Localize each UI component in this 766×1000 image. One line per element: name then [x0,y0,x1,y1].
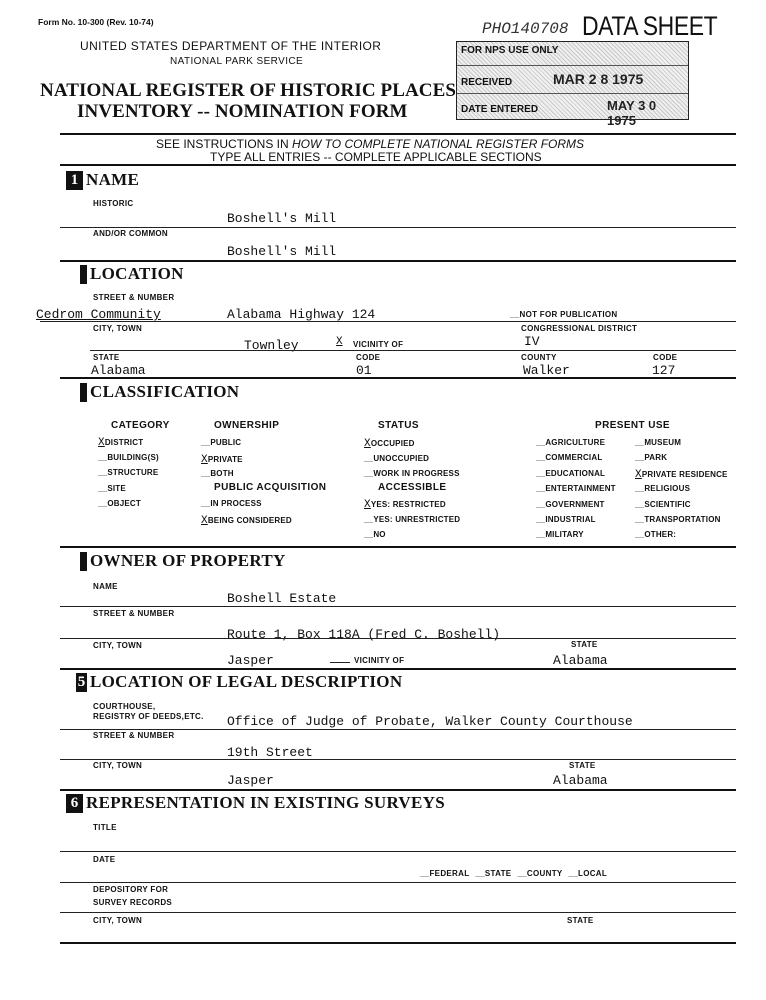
checkbox-mark: __ [536,484,546,494]
rule [60,912,736,913]
county-code-label: CODE [653,353,678,362]
depository-label-2: SURVEY RECORDS [93,898,173,907]
congressional-district-label: CONGRESSIONAL DISTRICT [521,324,638,333]
checkbox-item-present-use [536,438,605,447]
checkbox-item-present-use [536,500,605,509]
checkbox-label: PARK [644,453,668,463]
checkbox-item-present-use [635,453,667,462]
section-2-heading: LOCATION [80,264,184,284]
legal-city-label: CITY, TOWN [93,761,143,770]
checkbox-mark: X [201,453,208,466]
courthouse-label-1: COURTHOUSE, [93,702,156,711]
state-code-value: 01 [356,363,372,378]
street-number-label: STREET & NUMBER [93,293,175,302]
checkbox-mark: __ [98,499,108,508]
owner-state-value: Alabama [553,653,608,668]
checkbox-item-status [364,469,460,478]
accessible-heading: ACCESSIBLE [378,482,447,493]
checkbox-mark: __ [536,530,546,540]
checkbox-mark: __ [536,453,546,463]
checkbox-label: DISTRICT [104,438,144,447]
historic-label: HISTORIC [93,199,134,208]
checkbox-item-category [98,437,143,449]
checkbox-item-present-use [536,530,584,539]
city-town-label: CITY, TOWN [93,324,143,333]
rule [40,321,736,322]
checkbox-mark: __ [98,483,108,493]
checkbox-item-present-use [536,453,602,462]
present-use-heading: PRESENT USE [595,420,670,431]
checkbox-item-present-use [536,484,616,493]
vicinity-mark: X [336,336,343,348]
checkbox-mark: __ [364,530,374,539]
checkbox-item-status [364,454,429,463]
checkbox-label: SCIENTIFIC [644,499,691,509]
checkbox-mark: __ [635,453,645,463]
rule [60,729,736,730]
checkbox-label: ENTERTAINMENT [545,484,616,494]
depository-label-1: DEPOSITORY FOR [93,885,169,894]
checkbox-mark: __ [635,499,645,509]
service-name: NATIONAL PARK SERVICE [170,56,304,67]
checkbox-mark: X [364,438,371,450]
checkbox-label: COMMERCIAL [545,453,603,463]
checkbox-item-present-use [536,515,596,524]
county-value: Walker [523,363,570,378]
owner-name-value: Boshell Estate [227,591,337,606]
survey-level-item: __FEDERAL [420,869,470,878]
owner-street-label: STREET & NUMBER [93,609,175,618]
rule [60,606,736,607]
rule [60,260,736,262]
survey-state-label: STATE [567,916,594,925]
vicinity-blank [330,662,350,663]
county-code-value: 127 [652,363,676,378]
checkbox-mark: X [635,468,642,481]
checkbox-item-acquisition [201,499,262,508]
checkbox-mark: __ [364,514,374,524]
legal-city-value: Jasper [227,773,274,788]
checkbox-label: YES: UNRESTRICTED [373,514,461,524]
state-label: STATE [93,353,120,362]
checkbox-label: PRIVATE [207,454,243,464]
common-label: AND/OR COMMON [93,229,169,238]
checkbox-label: OTHER: [644,530,677,540]
owner-name-label: NAME [93,582,118,591]
rule [60,546,736,548]
survey-level-item: __COUNTY [517,869,563,878]
nps-use-only-box [456,41,689,128]
checkbox-mark: __ [201,499,211,508]
checkbox-mark: __ [98,452,108,462]
checkbox-item-present-use [635,530,676,539]
handwritten-id: PHO140708 [482,20,569,38]
checkbox-item-ownership [201,454,243,466]
checkbox-mark: __ [364,469,374,478]
checkbox-item-present-use [635,515,721,524]
legal-street-value: 19th Street [227,745,313,760]
section-6-heading: 6 REPRESENTATION IN EXISTING SURVEYS [66,793,445,813]
checkbox-item-accessible [364,530,386,539]
checkbox-item-acquisition [201,515,292,527]
checkbox-item-present-use [635,500,691,509]
checkbox-item-accessible [364,499,446,511]
date-entered-stamp: MAY 3 0 1975 [607,98,657,128]
checkbox-item-present-use [536,469,605,478]
section-5-heading: 5 LOCATION OF LEGAL DESCRIPTION [77,672,403,691]
checkbox-item-present-use [635,438,681,447]
checkbox-mark: X [98,437,105,449]
rule [60,638,736,639]
checkbox-mark: __ [635,515,645,524]
instructions-line1: SEE INSTRUCTIONS IN HOW TO COMPLETE NATIONAL REGISTER FORMS [156,137,585,151]
common-name: Boshell's Mill [227,244,337,259]
date-entered-label: DATE ENTERED [461,104,539,115]
survey-level-item: __STATE [475,869,512,878]
checkbox-label: PRIVATE RESIDENCE [641,469,728,479]
data-sheet-heading: DATA SHEET [582,11,718,41]
rule [90,350,736,351]
checkbox-label: OCCUPIED [370,439,415,448]
checkbox-label: MUSEUM [644,438,682,447]
rule [60,227,736,228]
checkbox-label: BOTH [210,469,234,478]
rule [60,668,736,670]
checkbox-item-category [98,499,141,508]
checkbox-mark: __ [635,484,645,494]
checkbox-mark: __ [201,438,211,447]
survey-city-label: CITY, TOWN [93,916,143,925]
checkbox-item-category [98,484,126,493]
section-3-heading: CLASSIFICATION [80,382,239,402]
instructions-line2: TYPE ALL ENTRIES -- COMPLETE APPLICABLE SECTIONS [210,150,542,164]
checkbox-label: MILITARY [545,530,584,540]
legal-street-label: STREET & NUMBER [93,731,175,740]
checkbox-label: NO [373,530,386,539]
legal-state-label: STATE [569,761,596,770]
checkbox-label: INDUSTRIAL [545,515,596,524]
checkbox-item-category [98,453,159,462]
received-label: RECEIVED [461,77,513,88]
form-title-line2: INVENTORY -- NOMINATION FORM [77,101,408,122]
category-heading: CATEGORY [111,420,170,431]
survey-title-label: TITLE [93,823,117,832]
courthouse-label-2: REGISTRY OF DEEDS,ETC. [93,712,204,721]
street-value: Alabama Highway 124 [227,307,376,322]
checkbox-mark: __ [536,515,546,524]
district-value: IV [524,334,540,349]
survey-level-item: __LOCAL [568,869,608,878]
nps-box-header: FOR NPS USE ONLY [461,45,559,56]
department-name: UNITED STATES DEPARTMENT OF THE INTERIOR [80,39,382,53]
form-number: Form No. 10-300 (Rev. 10-74) [38,17,154,27]
checkbox-label: RELIGIOUS [644,484,691,494]
checkbox-label: BUILDING(S) [107,452,159,462]
status-heading: STATUS [378,420,419,431]
checkbox-mark: __ [536,499,546,509]
checkbox-label: GOVERNMENT [545,499,605,509]
checkbox-label: AGRICULTURE [545,438,606,447]
checkbox-mark: __ [536,468,546,478]
checkbox-label: TRANSPORTATION [644,515,721,524]
checkbox-label: IN PROCESS [210,499,262,508]
rule [60,851,736,852]
owner-city-label: CITY, TOWN [93,641,143,650]
code-label: CODE [356,353,381,362]
section-1-heading: 1 NAME [66,170,139,190]
section-4-heading: OWNER OF PROPERTY [80,551,286,571]
form-title-line1: NATIONAL REGISTER OF HISTORIC PLACES [40,80,457,101]
checkbox-mark: __ [364,453,374,463]
ownership-heading: OWNERSHIP [214,420,280,431]
checkbox-item-present-use [635,484,690,493]
checkbox-label: SITE [107,483,126,493]
checkbox-mark: __ [536,438,546,447]
rule [60,759,736,760]
received-stamp: MAR 2 8 1975 [553,71,644,87]
checkbox-mark: __ [98,468,108,477]
checkbox-item-present-use [635,469,728,481]
checkbox-mark: __ [201,469,211,478]
checkbox-mark: X [201,514,208,527]
checkbox-label: PUBLIC [210,438,242,447]
rule [60,882,736,883]
county-label: COUNTY [521,353,557,362]
checkbox-label: OBJECT [107,499,141,508]
rule [60,164,736,166]
checkbox-item-accessible [364,515,460,524]
vicinity-label: VICINITY OF [353,340,404,349]
checkbox-item-category [98,468,158,477]
acquisition-heading: PUBLIC ACQUISITION [214,482,327,493]
city-value: Townley [244,338,299,353]
checkbox-mark: __ [635,438,645,447]
checkbox-mark: __ [635,530,645,540]
rule [60,133,736,135]
checkbox-item-status [364,438,415,450]
state-value: Alabama [91,363,146,378]
checkbox-label: YES: RESTRICTED [370,500,446,509]
rule [60,942,736,944]
owner-state-label: STATE [571,640,598,649]
legal-state-value: Alabama [553,773,608,788]
checkbox-label: WORK IN PROGRESS [373,469,460,478]
courthouse-value: Office of Judge of Probate, Walker County Courthouse [227,714,633,729]
checkbox-item-ownership [201,469,234,478]
checkbox-label: EDUCATIONAL [545,468,606,478]
owner-city-value: Jasper [227,653,274,668]
rule [60,377,736,379]
historic-name: Boshell's Mill [227,211,337,226]
checkbox-label: BEING CONSIDERED [207,515,292,525]
survey-levels [420,869,613,878]
owner-street-value: Route 1, Box 118A (Fred C. Boshell) [227,627,501,642]
owner-vicinity-label: VICINITY OF [354,656,405,665]
checkbox-mark: X [364,499,371,511]
not-for-publication: __NOT FOR PUBLICATION [510,310,618,319]
survey-date-label: DATE [93,855,116,864]
checkbox-label: UNOCCUPIED [373,453,430,463]
checkbox-label: STRUCTURE [107,468,159,477]
checkbox-item-ownership [201,438,241,447]
community-value: Cedrom Community [36,307,161,322]
rule [60,789,736,791]
